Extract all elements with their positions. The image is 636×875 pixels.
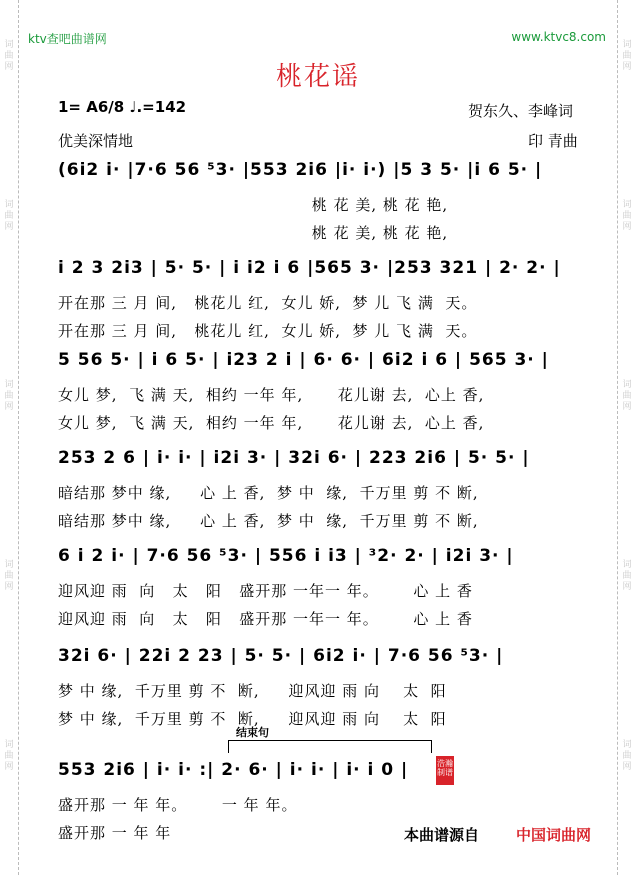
side-watermark: 词曲网 xyxy=(622,740,632,772)
lyrics-verse-2: 盛开那 一 年 年 xyxy=(58,824,172,842)
notation-row: 32i 6· | 22i 2 23 | 5· 5· | 6i2 i· | 7·6 56 ⁵3· | xyxy=(58,646,504,666)
footer-site-link[interactable]: 中国词曲网 xyxy=(516,826,592,844)
lyrics-verse-2: 梦 中 缘, 千万里 剪 不 断, 迎风迎 雨 向 太 阳 xyxy=(58,710,447,728)
footer-source: 本曲谱源自 xyxy=(404,826,480,844)
score-line xyxy=(58,540,598,652)
lyrics-verse-1: 盛开那 一 年 年。 一 年 年。 xyxy=(58,796,298,814)
lyrics-verse-1: 暗结那 梦中 缘, 心 上 香, 梦 中 缘, 千万里 剪 不 断, xyxy=(58,484,479,502)
side-watermark: 词曲网 xyxy=(4,380,14,412)
lyrics-verse-1: 女儿 梦, 飞 满 天, 相约 一年 年, 花儿谢 去, 心上 香, xyxy=(58,386,485,404)
side-watermark: 词曲网 xyxy=(4,740,14,772)
lyrics-verse-1: 桃 花 美, 桃 花 艳, xyxy=(58,196,449,214)
lyrics-verse-2: 桃 花 美, 桃 花 艳, xyxy=(58,224,449,242)
score-line xyxy=(58,154,598,266)
side-watermark: 词曲网 xyxy=(622,40,632,72)
lyrics-verse-2: 暗结那 梦中 缘, 心 上 香, 梦 中 缘, 千万里 剪 不 断, xyxy=(58,512,479,530)
notation-row: i 2 3 2i3 | 5· 5· | i i2 i 6 |565 3· |253 321 | 2· 2· | xyxy=(58,258,561,278)
notation-row: 5 56 5· | i 6 5· | i23 2 i | 6· 6· | 6i2 i 6 | 565 3· | xyxy=(58,350,549,370)
site-link-right[interactable]: www.ktvc8.com xyxy=(511,30,606,44)
lyrics-verse-2: 女儿 梦, 飞 满 天, 相约 一年 年, 花儿谢 去, 心上 香, xyxy=(58,414,485,432)
lyrics-verse-2: 开在那 三 月 间, 桃花儿 红, 女儿 娇, 梦 儿 飞 满 天。 xyxy=(58,322,478,340)
side-watermark: 词曲网 xyxy=(622,380,632,412)
composer: 印 青曲 xyxy=(528,132,578,150)
notation-row: 253 2 6 | i· i· | i2i 3· | 32i 6· | 223 2i6 | 5· 5· | xyxy=(58,448,530,468)
score-line xyxy=(58,344,598,456)
engraver-stamp: 浩瀚制谱 xyxy=(436,756,454,785)
key-tempo: 1= A6/8 ♩.=142 xyxy=(58,98,187,116)
score-line xyxy=(58,754,598,866)
expression-mark: 优美深情地 xyxy=(58,132,134,150)
notation-row: 553 2i6 | i· i· :| 2· 6· | i· i· | i· i 0 | xyxy=(58,760,409,780)
score-line xyxy=(58,640,598,752)
lyricist: 贺东久、李峰词 xyxy=(468,102,574,120)
ending-bracket xyxy=(228,740,432,753)
notation-row: (6i2 i· |7·6 56 ⁵3· |553 2i6 |i· i·) |5 3 5· |i 6 5· | xyxy=(58,160,543,180)
ending-label: 结束句 xyxy=(236,726,269,739)
side-watermark: 词曲网 xyxy=(622,200,632,232)
lyrics-verse-2: 迎风迎 雨 向 太 阳 盛开那 一年一 年。 心 上 香 xyxy=(58,610,473,628)
site-link-left[interactable]: ktv查吧曲谱网 xyxy=(28,32,107,46)
side-watermark: 词曲网 xyxy=(4,40,14,72)
side-watermark: 词曲网 xyxy=(4,200,14,232)
score-line xyxy=(58,442,598,554)
notation-row: 6 i 2 i· | 7·6 56 ⁵3· | 556 i i3 | ³2· 2· | i2i 3· | xyxy=(58,546,514,566)
song-title: 桃花谣 xyxy=(275,62,360,92)
side-watermark: 词曲网 xyxy=(622,560,632,592)
side-watermark: 词曲网 xyxy=(4,560,14,592)
lyrics-verse-1: 开在那 三 月 间, 桃花儿 红, 女儿 娇, 梦 儿 飞 满 天。 xyxy=(58,294,478,312)
lyrics-verse-1: 迎风迎 雨 向 太 阳 盛开那 一年一 年。 心 上 香 xyxy=(58,582,473,600)
lyrics-verse-1: 梦 中 缘, 千万里 剪 不 断, 迎风迎 雨 向 太 阳 xyxy=(58,682,447,700)
